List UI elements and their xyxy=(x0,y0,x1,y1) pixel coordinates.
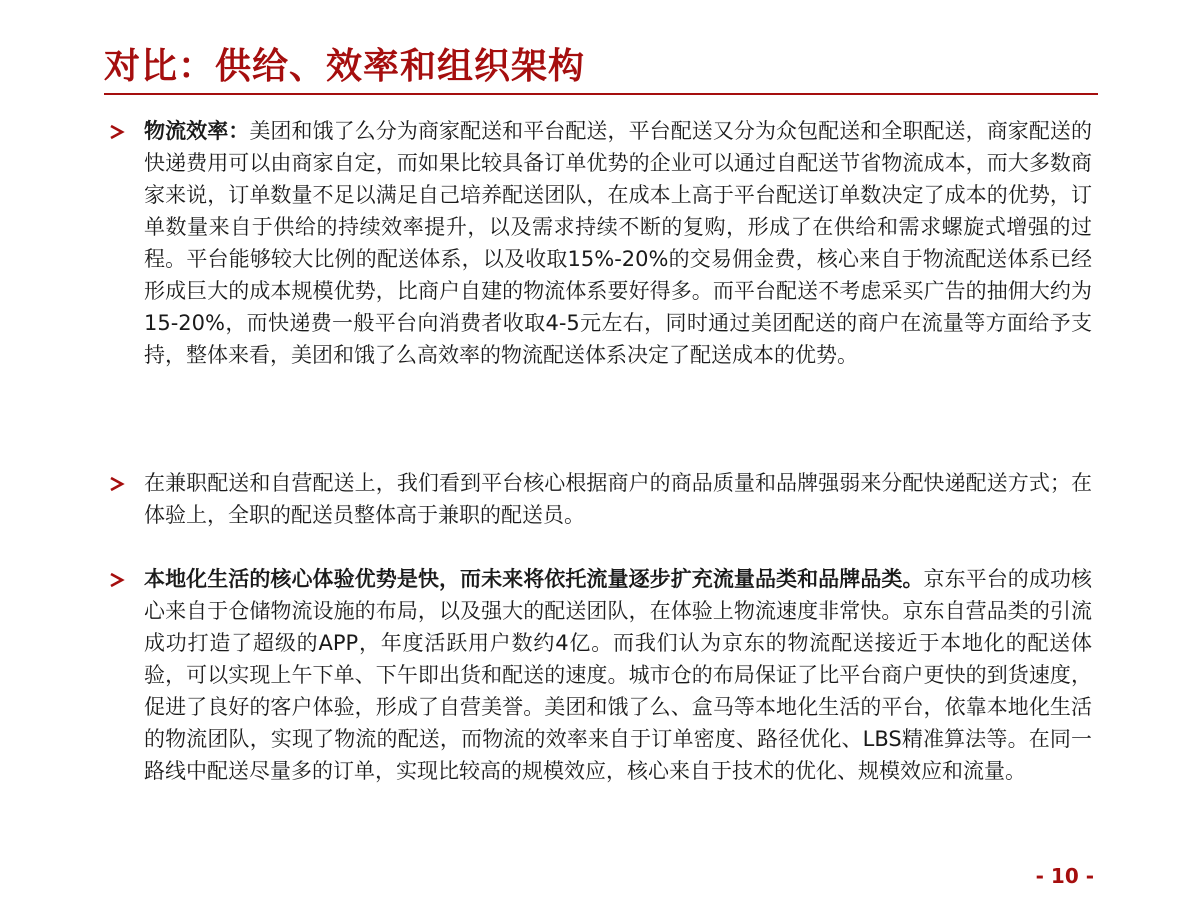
arrow-bullet-icon xyxy=(108,475,126,493)
title-divider xyxy=(104,93,1098,95)
page-number: - 10 - xyxy=(1035,864,1094,888)
arrow-bullet-icon xyxy=(108,571,126,589)
bullet-lead-text: 本地化生活的核心体验优势是快，而未来将依托流量逐步扩充流量品类和品牌品类。 xyxy=(144,567,924,591)
bullet-body-text: 京东平台的成功核心来自于仓储物流设施的布局，以及强大的配送团队，在体验上物流速度非常快。京东自营品类的引流成功打造了超级的APP，年度活跃用户数约4亿。而我们认为京东的物流配送接近于本地化的配送体验，可以实现上午下单、下午即出货和配送的速度。城市仓的布局保证了比平台商户更快的到货速度，促进了良好的客户体验，形成了自营美誉。美团和饿了么、盒马等本地化生活的平台，依靠本地化生活的物流团队，实现了物流的配送，而物流的效率来自于订单密度、路径优化、LBS精准算法等。在同一路线中配送尽量多的订单，实现比较高的规模效应，核心来自于技术的优化、规模效应和流量。 xyxy=(144,567,1093,783)
bullet-lead-text: 物流效率： xyxy=(144,119,250,143)
bullet-item-local-life-speed xyxy=(104,563,1094,787)
bullet-paragraph xyxy=(144,563,1092,787)
bullet-paragraph xyxy=(144,115,1092,371)
bullet-body-text: 美团和饿了么分为商家配送和平台配送，平台配送又分为众包配送和全职配送，商家配送的快递费用可以由商家自定，而如果比较具备订单优势的企业可以通过自配送节省物流成本，而大多数商家来说，订单数量不足以满足自己培养配送团队，在成本上高于平台配送订单数决定了成本的优势，订单数量来自于供给的持续效率提升，以及需求持续不断的复购，形成了在供给和需求螺旋式增强的过程。平台能够较大比例的配送体系，以及收取15%-20%的交易佣金费，核心来自于物流配送体系已经形成巨大的成本规模优势，比商户自建的物流体系要好得多。而平台配送不考虑采买广告的抽佣大约为15-20%，而快递费一般平台向消费者收取4-5元左右，同时通过美团配送的商户在流量等方面给予支持，整体来看，美团和饿了么高效率的物流配送体系决定了配送成本的优势。 xyxy=(144,119,1092,367)
bullet-item-logistics-efficiency xyxy=(104,115,1094,371)
bullet-body-text: 在兼职配送和自营配送上，我们看到平台核心根据商户的商品质量和品牌强弱来分配快递配送方式；在体验上，全职的配送员整体高于兼职的配送员。 xyxy=(144,471,1092,527)
bullet-item-delivery-modes xyxy=(104,467,1094,531)
arrow-bullet-icon xyxy=(108,123,126,141)
slide-title: 对比：供给、效率和组织架构 xyxy=(104,46,586,87)
bullet-paragraph xyxy=(144,467,1092,531)
